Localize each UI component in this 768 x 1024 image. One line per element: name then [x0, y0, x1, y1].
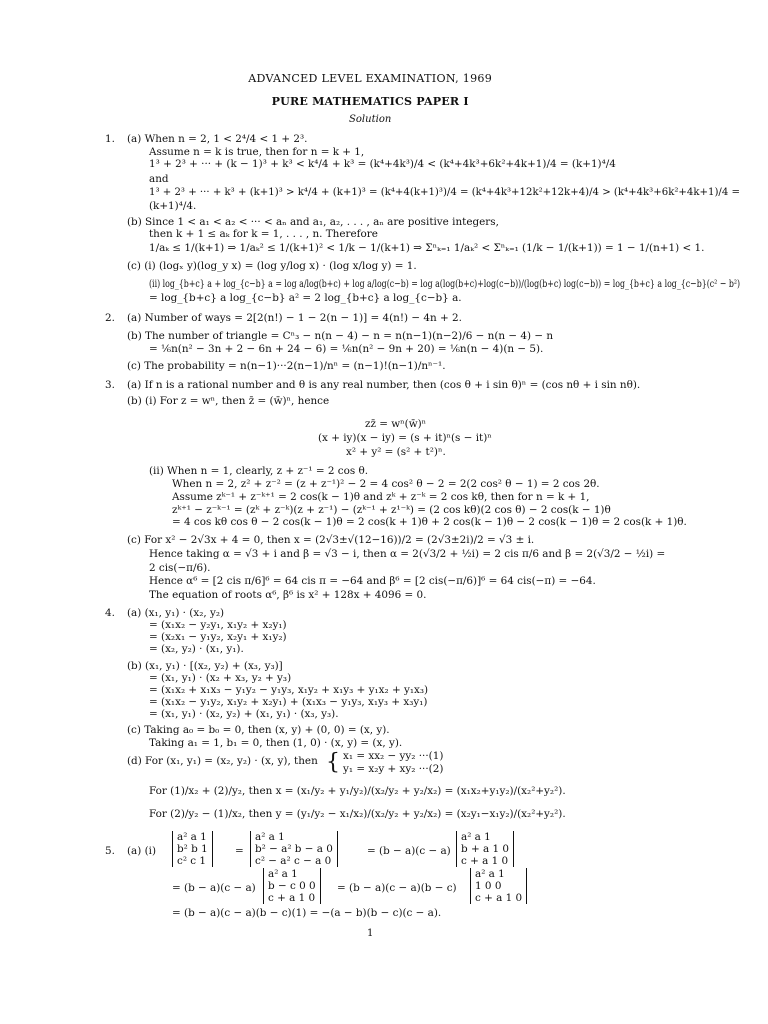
system-equation: x₁ = xx₂ − yy₂ ···(1)	[343, 750, 444, 762]
determinant-matrix-1	[172, 831, 213, 867]
solution-line: = (x₂x₁ − y₁y₂, x₂y₁ + x₁y₂)	[149, 631, 287, 643]
solution-line: (c) The probability = n(n−1)···2(n−1)/nⁿ = (n−1)!(n−1)/nⁿ⁻¹.	[127, 360, 446, 372]
matrix-row: c + a 1 0	[268, 892, 316, 904]
equation-row: zz̄ = wⁿ(w̄)ⁿ	[365, 418, 427, 430]
solution-line: = (x₂, y₂) · (x₁, y₁).	[149, 643, 244, 655]
system-equation: y₁ = x₂y + xy₂ ···(2)	[343, 763, 444, 775]
solution-line: Taking a₁ = 1, b₁ = 0, then (1, 0) · (x, y) = (x, y).	[149, 737, 403, 749]
matrix-row: c + a 1 0	[475, 892, 523, 904]
solution-line: (a) (x₁, y₁) · (x₂, y₂)	[127, 607, 225, 619]
solution-line: (b) The number of triangle = Cⁿ₃ − n(n − 4) − n = n(n−1)(n−2)/6 − n(n − 4) − n	[127, 330, 554, 342]
solution-line: and	[149, 173, 169, 185]
solution-line: = (x₁x₂ − y₁y₂, x₁y₂ + x₂y₁) + (x₁x₃ − y₁y₃, x₁y₃ + x₃y₁)	[149, 696, 428, 708]
solution-line: = (x₁x₂ − y₂y₁, x₁y₂ + x₂y₁)	[149, 619, 287, 631]
solution-line: Hence α⁶ = [2 cis π/6]⁶ = 64 cis π = −64 and β⁶ = [2 cis(−π/6)]⁶ = 64 cis(−π) = −64.	[149, 575, 596, 587]
solution-line: (c) Taking a₀ = b₀ = 0, then (x, y) + (0, 0) = (x, y).	[127, 724, 390, 736]
solution-line: = log_{b+c} a log_{c−b} a² = 2 log_{b+c} a log_{c−b} a.	[149, 292, 462, 304]
solution-line: For (2)/y₂ − (1)/x₂, then y = (y₁/y₂ − x₁/x₂)/(x₂/y₂ + y₂/x₂) = (x₂y₁−x₁y₂)/(x₂²+y₂²).	[149, 808, 566, 820]
solution-line: = (b − a)(c − a)(b − c)(1) = −(a − b)(b − c)(c − a).	[172, 907, 442, 919]
matrix-row: a² a 1	[475, 868, 505, 880]
solution-line: (a) Number of ways = 2[2(n!) − 1 − 2(n − 1)] = 4(n!) − 4n + 2.	[127, 312, 462, 324]
solution-line: Assume zᵏ⁻¹ + z⁻ᵏ⁺¹ = 2 cos(k − 1)θ and zᵏ + z⁻ᵏ = 2 cos kθ, then for n = k + 1,	[172, 491, 590, 503]
exam-title: ADVANCED LEVEL EXAMINATION, 1969	[248, 71, 493, 85]
matrix-row: a² a 1	[461, 831, 491, 843]
solution-line: = (x₁, y₁) · (x₂, y₂) + (x₁, y₁) · (x₃, y₃).	[149, 708, 339, 720]
solution-line: (a) When n = 2, 1 < 2⁴/4 < 1 + 2³.	[127, 133, 308, 145]
solution-line: = 4 cos kθ cos θ − 2 cos(k − 1)θ = 2 cos(k + 1)θ + 2 cos(k − 1)θ − 2 cos(k − 1)θ = 2 cos(k + 1)θ.	[172, 516, 687, 528]
solution-line: zᵏ⁺¹ − z⁻ᵏ⁻¹ = (zᵏ + z⁻ᵏ)(z + z⁻¹) − (zᵏ⁻¹ + z¹⁻ᵏ) = (2 cos kθ)(2 cos θ) − 2 cos(k − 1)θ	[172, 504, 611, 516]
solution-line: = (x₁, y₁) · (x₂ + x₃, y₂ + y₃)	[149, 672, 292, 684]
solution-line: (ii) When n = 1, clearly, z + z⁻¹ = 2 cos θ.	[149, 465, 369, 477]
solution-line: (b) Since 1 < a₁ < a₂ < ··· < aₙ and a₁, a₂, . . . , aₙ are positive integers,	[127, 216, 499, 228]
matrix-row: b + a 1 0	[461, 843, 509, 855]
matrix-row: b − c 0 0	[268, 880, 316, 892]
solution-line: (b) (x₁, y₁) · [(x₂, y₂) + (x₃, y₃)]	[127, 660, 283, 672]
matrix-row: c² − a² c − a 0	[255, 855, 332, 867]
solution-line: Hence taking α = √3 + i and β = √3 − i, then α = 2(√3/2 + ½i) = 2 cis π/6 and β = 2(√3/2 − ½i) =	[149, 548, 666, 560]
determinant-matrix-3	[456, 831, 514, 867]
question-number: 2.	[105, 312, 115, 324]
solution-line: = (b − a)(c − a)	[367, 845, 451, 857]
solution-line: (d) For (x₁, y₁) = (x₂, y₂) · (x, y), then	[127, 755, 318, 767]
matrix-row: b² − a² b − a 0	[255, 843, 333, 855]
matrix-row: a² a 1	[268, 868, 298, 880]
solution-line: The equation of roots α⁶, β⁶ is x² + 128x + 4096 = 0.	[149, 589, 427, 601]
solution-line: (c) For x² − 2√3x + 4 = 0, then x = (2√3±√(12−16))/2 = (2√3±2i)/2 = √3 ± i.	[127, 534, 535, 546]
solution-line: (b) (i) For z = wⁿ, then z̄ = (w̄)ⁿ, hence	[127, 395, 330, 407]
determinant-matrix-5	[470, 868, 527, 904]
paper-title: PURE MATHEMATICS PAPER I	[271, 94, 469, 108]
solution-line: 1/aₖ ≤ 1/(k+1) ⇒ 1/aₖ² ≤ 1/(k+1)² < 1/k − 1/(k+1) ⇒ Σⁿₖ₌₁ 1/aₖ² < Σⁿₖ₌₁ (1/k − 1/(k+1)) = 1 − 1/(n+1) < 1.	[149, 242, 705, 254]
solution-line: = (b − a)(c − a)(b − c)	[337, 882, 457, 894]
solution-line: Assume n = k is true, then for n = k + 1,	[149, 146, 365, 158]
left-brace: {	[326, 750, 340, 775]
question-number: 5.	[105, 845, 115, 857]
solution-line: (k+1)⁴/4.	[149, 200, 197, 212]
matrix-row: a² a 1	[177, 831, 207, 843]
question-number: 4.	[105, 607, 115, 619]
matrix-row: c + a 1 0	[461, 855, 509, 867]
solution-line: = (x₁x₂ + x₁x₃ − y₁y₂ − y₁y₃, x₁y₂ + x₁y₃ + y₁x₂ + y₁x₃)	[149, 684, 429, 696]
matrix-row: c² c 1	[177, 855, 207, 867]
subtitle: Solution	[349, 113, 392, 125]
solution-line: 1³ + 2³ + ··· + (k − 1)³ + k³ < k⁴/4 + k³ = (k⁴+4k³)/4 < (k⁴+4k³+6k²+4k+1)/4 = (k+1)⁴/4	[149, 158, 616, 170]
solution-line: 1³ + 2³ + ··· + k³ + (k+1)³ > k⁴/4 + (k+1)³ = (k⁴+4(k+1)³)/4 = (k⁴+4k³+12k²+12k+4)/4 > (k⁴+4k³+6k²+4k+1)/4 =	[149, 186, 740, 198]
page-number: 1	[366, 927, 374, 939]
solution-line: = ⅙n(n² − 3n + 2 − 6n + 24 − 6) = ⅙n(n² − 9n + 20) = ⅙n(n − 4)(n − 5).	[149, 343, 544, 355]
solution-line: (a) (i)	[127, 845, 157, 857]
solution-line: When n = 2, z² + z⁻² = (z + z⁻¹)² − 2 = 4 cos² θ − 2 = 2(2 cos² θ − 1) = 2 cos 2θ.	[172, 478, 600, 490]
matrix-row: b² b 1	[177, 843, 208, 855]
equation-row: x² + y² = (s² + t²)ⁿ.	[346, 446, 446, 458]
question-number: 3.	[105, 379, 115, 391]
determinant-matrix-4	[263, 868, 321, 904]
determinant-matrix-2	[250, 831, 338, 867]
solution-line: (a) If n is a rational number and θ is any real number, then (cos θ + i sin θ)ⁿ = (cos nθ + i sin nθ).	[127, 379, 641, 391]
solution-line: For (1)/x₂ + (2)/y₂, then x = (x₁/y₂ + y₁/y₂)/(x₂/y₂ + y₂/x₂) = (x₁x₂+y₁y₂)/(x₂²+y₂²).	[149, 785, 566, 797]
matrix-row: a² a 1	[255, 831, 285, 843]
solution-line: then k + 1 ≤ aₖ for k = 1, . . . , n. Therefore	[149, 228, 378, 240]
question-number: 1.	[105, 133, 115, 145]
matrix-row: 1 0 0	[475, 880, 502, 892]
equation-row: (x + iy)(x − iy) = (s + it)ⁿ(s − it)ⁿ	[318, 432, 492, 444]
solution-line: = (b − a)(c − a)	[172, 882, 256, 894]
equals-sign: =	[235, 845, 244, 857]
solution-line: (c) (i) (logₓ y)(log_y x) = (log y/log x) · (log x/log y) = 1.	[127, 260, 417, 272]
solution-line: 2 cis(−π/6).	[149, 562, 211, 574]
solution-line: (ii) log_{b+c} a + log_{c−b} a = log a/log(b+c) + log a/log(c−b) = log a(log(b+c)+log(c−b))/(log(b+c) log(c−b)) = log_{b+c} a log_{c−b}(c² − b²)	[149, 278, 741, 290]
